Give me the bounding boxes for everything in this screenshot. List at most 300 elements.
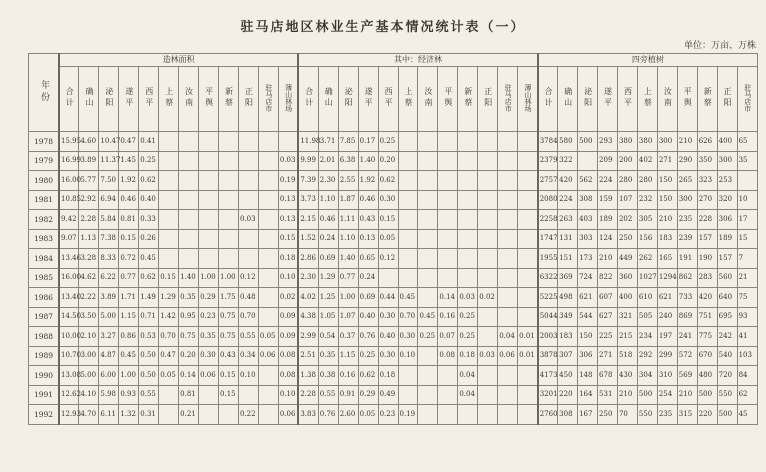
cell-g3-10: 62	[737, 385, 757, 405]
cell-g2-6	[418, 366, 438, 386]
cell-g2-5: 0.19	[398, 405, 418, 425]
cell-g2-11	[518, 151, 538, 171]
cell-g3-2: 500	[578, 132, 598, 152]
cell-g3-0: 3784	[538, 132, 558, 152]
col-header-g3-3: 遂平	[598, 67, 618, 132]
cell-g2-1: 1.10	[318, 190, 338, 210]
cell-g1-2: 11.37	[99, 151, 119, 171]
cell-g3-6: 271	[657, 151, 677, 171]
cell-g1-5	[159, 249, 179, 269]
cell-g1-3: 0.47	[119, 132, 139, 152]
cell-g1-4: 0.33	[139, 210, 159, 230]
cell-g1-1: 3.89	[79, 151, 99, 171]
cell-g3-3: 531	[598, 385, 618, 405]
cell-g1-2: 5.98	[99, 385, 119, 405]
cell-g3-8: 626	[697, 132, 717, 152]
table-row	[29, 268, 758, 288]
table-row	[29, 229, 758, 249]
cell-g1-10	[258, 307, 278, 327]
cell-g3-6: 165	[657, 249, 677, 269]
cell-g2-2: 0.91	[338, 385, 358, 405]
cell-g1-4: 0.62	[139, 268, 159, 288]
col-header-g2-6: 汝南	[418, 67, 438, 132]
cell-g3-1: 308	[558, 405, 578, 425]
cell-g2-7	[438, 268, 458, 288]
cell-g1-0: 13.46	[59, 249, 79, 269]
col-header-g2-3: 遂平	[358, 67, 378, 132]
cell-g1-1: 2.28	[79, 210, 99, 230]
cell-g1-1: 2.22	[79, 288, 99, 308]
col-header-g3-7: 平舆	[677, 67, 697, 132]
col-header-g1-5: 上蔡	[159, 67, 179, 132]
cell-g3-10: 65	[737, 132, 757, 152]
cell-g3-8: 157	[697, 229, 717, 249]
cell-g2-9	[478, 171, 498, 191]
cell-g3-10: 17	[737, 210, 757, 230]
cell-g2-7	[438, 249, 458, 269]
cell-g3-7: 210	[677, 132, 697, 152]
cell-g2-10	[498, 288, 518, 308]
cell-g2-6	[418, 385, 438, 405]
cell-g2-9: 0.03	[478, 346, 498, 366]
cell-g2-3: 0.17	[358, 132, 378, 152]
cell-g3-4: 400	[617, 288, 637, 308]
cell-g1-5	[159, 171, 179, 191]
cell-g2-11	[518, 190, 538, 210]
cell-g3-3: 159	[598, 190, 618, 210]
cell-g2-8	[458, 151, 478, 171]
cell-g2-8: 0.18	[458, 346, 478, 366]
cell-g2-4: 0.30	[378, 190, 398, 210]
cell-g1-9: 0.22	[238, 405, 258, 425]
cell-g2-3: 0.13	[358, 229, 378, 249]
cell-g2-5: 0.70	[398, 307, 418, 327]
group-afforestation-area: 造林面积	[59, 54, 298, 67]
cell-g1-0: 16.00	[59, 268, 79, 288]
cell-g1-3: 0.45	[119, 346, 139, 366]
cell-g1-10	[258, 385, 278, 405]
cell-g1-6	[179, 151, 199, 171]
cell-g1-1: 3.50	[79, 307, 99, 327]
cell-g2-5	[398, 132, 418, 152]
year-cell: 1983	[29, 229, 60, 249]
cell-g1-4: 0.62	[139, 171, 159, 191]
cell-g1-7	[199, 190, 219, 210]
cell-g1-10	[258, 288, 278, 308]
cell-g2-3: 0.76	[358, 327, 378, 347]
cell-g3-8: 500	[697, 385, 717, 405]
cell-g3-8: 270	[697, 190, 717, 210]
cell-g1-3: 0.93	[119, 385, 139, 405]
cell-g2-9	[478, 132, 498, 152]
cell-g1-11: 0.19	[278, 171, 298, 191]
cell-g3-1: 220	[558, 385, 578, 405]
col-header-g1-9: 正阳	[238, 67, 258, 132]
cell-g2-8	[458, 405, 478, 425]
cell-g1-10	[258, 366, 278, 386]
cell-g1-1: 1.13	[79, 229, 99, 249]
cell-g2-11	[518, 288, 538, 308]
cell-g3-7: 733	[677, 288, 697, 308]
cell-g2-4: 0.05	[378, 229, 398, 249]
cell-g3-8: 751	[697, 307, 717, 327]
cell-g2-11: 0.01	[518, 346, 538, 366]
cell-g3-4: 360	[617, 268, 637, 288]
cell-g1-5: 0.05	[159, 366, 179, 386]
cell-g3-5: 262	[637, 249, 657, 269]
cell-g2-4: 0.49	[378, 385, 398, 405]
cell-g2-8	[458, 132, 478, 152]
cell-g2-10	[498, 151, 518, 171]
cell-g3-3: 822	[598, 268, 618, 288]
cell-g2-9: 0.02	[478, 288, 498, 308]
cell-g3-4: 202	[617, 210, 637, 230]
cell-g2-4: 0.15	[378, 210, 398, 230]
cell-g2-1: 3.71	[318, 132, 338, 152]
cell-g2-5: 0.10	[398, 346, 418, 366]
cell-g3-2: 303	[578, 229, 598, 249]
cell-g1-6	[179, 132, 199, 152]
table-row	[29, 190, 758, 210]
cell-g1-4: 0.50	[139, 366, 159, 386]
cell-g1-8	[219, 190, 239, 210]
cell-g3-4: 321	[617, 307, 637, 327]
cell-g3-8: 420	[697, 288, 717, 308]
year-cell: 1987	[29, 307, 60, 327]
cell-g3-3: 189	[598, 210, 618, 230]
cell-g2-3: 0.62	[358, 366, 378, 386]
cell-g3-4: 250	[617, 229, 637, 249]
cell-g3-4: 70	[617, 405, 637, 425]
cell-g3-6: 235	[657, 405, 677, 425]
cell-g3-8: 350	[697, 151, 717, 171]
cell-g1-6	[179, 171, 199, 191]
cell-g2-9	[478, 229, 498, 249]
cell-g1-9	[238, 249, 258, 269]
cell-g1-11: 0.10	[278, 268, 298, 288]
cell-g2-2: 0.16	[338, 366, 358, 386]
cell-g3-1: 263	[558, 210, 578, 230]
cell-g1-11: 0.18	[278, 249, 298, 269]
cell-g1-1: 4.10	[79, 385, 99, 405]
cell-g2-7	[438, 171, 458, 191]
cell-g3-3: 678	[598, 366, 618, 386]
cell-g2-6	[418, 346, 438, 366]
cell-g2-9	[478, 307, 498, 327]
cell-g3-3: 271	[598, 346, 618, 366]
cell-g3-9: 560	[717, 268, 737, 288]
table-row	[29, 366, 758, 386]
cell-g1-0: 16.99	[59, 151, 79, 171]
cell-g2-10	[498, 385, 518, 405]
cell-g3-9: 550	[717, 385, 737, 405]
cell-g3-7: 235	[677, 210, 697, 230]
cell-g3-1: 322	[558, 151, 578, 171]
cell-g2-4: 0.30	[378, 346, 398, 366]
cell-g3-9: 500	[717, 405, 737, 425]
cell-g3-2: 167	[578, 405, 598, 425]
year-cell: 1984	[29, 249, 60, 269]
cell-g2-7	[438, 132, 458, 152]
cell-g3-7: 290	[677, 151, 697, 171]
cell-g2-5	[398, 229, 418, 249]
cell-g3-10: 21	[737, 268, 757, 288]
cell-g3-8: 228	[697, 210, 717, 230]
cell-g1-11: 0.15	[278, 229, 298, 249]
cell-g1-8: 1.75	[219, 288, 239, 308]
year-cell: 1981	[29, 190, 60, 210]
year-cell: 1991	[29, 385, 60, 405]
year-cell: 1982	[29, 210, 60, 230]
cell-g3-4: 280	[617, 171, 637, 191]
cell-g2-1: 0.46	[318, 210, 338, 230]
cell-g3-0: 4173	[538, 366, 558, 386]
cell-g3-10	[737, 171, 757, 191]
cell-g1-7	[199, 210, 219, 230]
cell-g1-0: 15.95	[59, 132, 79, 152]
cell-g3-2: 308	[578, 190, 598, 210]
cell-g1-2: 7.38	[99, 229, 119, 249]
col-header-g2-8: 新蔡	[458, 67, 478, 132]
cell-g1-11: 0.13	[278, 210, 298, 230]
cell-g1-2: 10.47	[99, 132, 119, 152]
cell-g2-2: 0.37	[338, 327, 358, 347]
cell-g3-7: 862	[677, 268, 697, 288]
year-cell: 1978	[29, 132, 60, 152]
cell-g3-5: 402	[637, 151, 657, 171]
cell-g2-3: 0.25	[358, 346, 378, 366]
cell-g3-2: 562	[578, 171, 598, 191]
cell-g3-1: 498	[558, 288, 578, 308]
cell-g2-6	[418, 268, 438, 288]
cell-g2-8: 0.25	[458, 327, 478, 347]
cell-g2-7	[438, 366, 458, 386]
cell-g3-6: 240	[657, 307, 677, 327]
cell-g1-10	[258, 229, 278, 249]
cell-g3-6: 300	[657, 132, 677, 152]
year-cell: 1979	[29, 151, 60, 171]
cell-g3-0: 5225	[538, 288, 558, 308]
cell-g1-7	[199, 171, 219, 191]
cell-g2-7: 0.08	[438, 346, 458, 366]
cell-g3-3: 209	[598, 151, 618, 171]
cell-g1-0: 16.00	[59, 171, 79, 191]
cell-g1-4: 0.31	[139, 405, 159, 425]
cell-g2-4: 0.23	[378, 405, 398, 425]
cell-g1-7	[199, 249, 219, 269]
cell-g3-10: 75	[737, 288, 757, 308]
cell-g1-6: 0.20	[179, 346, 199, 366]
cell-g2-6	[418, 132, 438, 152]
cell-g2-6	[418, 190, 438, 210]
cell-g2-4: 0.62	[378, 171, 398, 191]
cell-g2-5	[398, 190, 418, 210]
col-header-g1-6: 汝南	[179, 67, 199, 132]
cell-g1-6: 0.81	[179, 385, 199, 405]
cell-g2-1: 0.55	[318, 385, 338, 405]
cell-g2-2: 1.15	[338, 346, 358, 366]
cell-g3-5: 305	[637, 210, 657, 230]
year-cell: 1985	[29, 268, 60, 288]
table-row	[29, 288, 758, 308]
cell-g1-8: 0.75	[219, 307, 239, 327]
cell-g1-4: 0.26	[139, 229, 159, 249]
cell-g3-4: 107	[617, 190, 637, 210]
cell-g1-9	[238, 171, 258, 191]
cell-g3-8: 480	[697, 366, 717, 386]
cell-g2-0: 9.99	[298, 151, 318, 171]
cell-g1-0: 9.42	[59, 210, 79, 230]
cell-g2-5: 0.30	[398, 327, 418, 347]
cell-g3-1: 450	[558, 366, 578, 386]
cell-g3-0: 2003	[538, 327, 558, 347]
table-row	[29, 346, 758, 366]
cell-g3-3: 607	[598, 288, 618, 308]
cell-g1-6: 0.14	[179, 366, 199, 386]
cell-g3-6: 183	[657, 229, 677, 249]
cell-g2-9	[478, 327, 498, 347]
cell-g1-3: 1.00	[119, 366, 139, 386]
cell-g2-1: 0.69	[318, 249, 338, 269]
cell-g2-9	[478, 385, 498, 405]
cell-g2-9	[478, 190, 498, 210]
table-row	[29, 210, 758, 230]
cell-g1-11: 0.10	[278, 385, 298, 405]
col-header-g1-2: 泌阳	[99, 67, 119, 132]
cell-g3-0: 3878	[538, 346, 558, 366]
cell-g2-11	[518, 229, 538, 249]
cell-g1-2: 6.11	[99, 405, 119, 425]
cell-g3-0: 2757	[538, 171, 558, 191]
cell-g3-4: 380	[617, 132, 637, 152]
cell-g2-10	[498, 229, 518, 249]
cell-g2-8	[458, 268, 478, 288]
cell-g3-1: 369	[558, 268, 578, 288]
cell-g3-6: 621	[657, 288, 677, 308]
cell-g1-10	[258, 405, 278, 425]
cell-g3-3: 225	[598, 327, 618, 347]
cell-g1-6	[179, 249, 199, 269]
cell-g2-0: 11.98	[298, 132, 318, 152]
cell-g1-2: 5.84	[99, 210, 119, 230]
cell-g1-1: 5.77	[79, 171, 99, 191]
cell-g1-11: 0.03	[278, 151, 298, 171]
cell-g3-6: 310	[657, 366, 677, 386]
cell-g3-8: 190	[697, 249, 717, 269]
cell-g1-3: 0.15	[119, 229, 139, 249]
cell-g3-4: 215	[617, 327, 637, 347]
cell-g3-1: 580	[558, 132, 578, 152]
cell-g1-2: 4.87	[99, 346, 119, 366]
cell-g1-3: 0.72	[119, 249, 139, 269]
cell-g1-7	[199, 151, 219, 171]
cell-g3-9: 189	[717, 229, 737, 249]
year-cell: 1989	[29, 346, 60, 366]
cell-g2-11	[518, 249, 538, 269]
cell-g1-1: 3.00	[79, 346, 99, 366]
cell-g1-6	[179, 190, 199, 210]
cell-g3-10: 35	[737, 151, 757, 171]
cell-g1-4: 1.49	[139, 288, 159, 308]
cell-g3-7: 210	[677, 385, 697, 405]
cell-g2-6: 0.45	[418, 307, 438, 327]
table-row	[29, 132, 758, 152]
cell-g1-11: 0.09	[278, 327, 298, 347]
cell-g3-10: 45	[737, 405, 757, 425]
cell-g1-11: 0.08	[278, 366, 298, 386]
cell-g2-2: 0.77	[338, 268, 358, 288]
cell-g2-9	[478, 366, 498, 386]
cell-g2-3: 0.29	[358, 385, 378, 405]
cell-g3-9: 157	[717, 249, 737, 269]
cell-g1-6	[179, 210, 199, 230]
table-row	[29, 385, 758, 405]
cell-g1-1: 4.62	[79, 268, 99, 288]
col-header-g3-6: 汝南	[657, 67, 677, 132]
cell-g1-9	[238, 132, 258, 152]
cell-g3-1: 151	[558, 249, 578, 269]
cell-g1-7: 0.23	[199, 307, 219, 327]
cell-g3-0: 1955	[538, 249, 558, 269]
cell-g1-10	[258, 249, 278, 269]
cell-g2-0: 2.86	[298, 249, 318, 269]
cell-g3-7: 869	[677, 307, 697, 327]
cell-g1-4: 0.40	[139, 190, 159, 210]
col-header-g2-2: 泌阳	[338, 67, 358, 132]
cell-g1-8	[219, 210, 239, 230]
cell-g2-8: 0.04	[458, 385, 478, 405]
cell-g1-5	[159, 190, 179, 210]
cell-g2-7	[438, 190, 458, 210]
col-header-g3-5: 上蔡	[637, 67, 657, 132]
cell-g1-9: 0.55	[238, 327, 258, 347]
cell-g1-0: 13.08	[59, 366, 79, 386]
cell-g3-6: 150	[657, 171, 677, 191]
cell-g3-9: 720	[717, 366, 737, 386]
cell-g1-1: 4.70	[79, 405, 99, 425]
col-header-g2-4: 西平	[378, 67, 398, 132]
cell-g2-6: 0.25	[418, 327, 438, 347]
cell-g3-7: 572	[677, 346, 697, 366]
table-row	[29, 171, 758, 191]
cell-g2-8	[458, 229, 478, 249]
cell-g1-10	[258, 132, 278, 152]
col-header-g2-9: 正阳	[478, 67, 498, 132]
cell-g3-5: 610	[637, 288, 657, 308]
cell-g1-10: 0.05	[258, 327, 278, 347]
cell-g3-9: 253	[717, 171, 737, 191]
cell-g3-5: 1027	[637, 268, 657, 288]
cell-g1-4: 0.53	[139, 327, 159, 347]
cell-g2-7	[438, 229, 458, 249]
table-row	[29, 249, 758, 269]
cell-g3-7: 191	[677, 249, 697, 269]
unit-note: 单位：万亩、万株	[683, 41, 756, 51]
statistics-table	[28, 53, 758, 425]
cell-g3-5: 505	[637, 307, 657, 327]
cell-g3-0: 3201	[538, 385, 558, 405]
cell-g1-3: 1.71	[119, 288, 139, 308]
cell-g2-0: 3.73	[298, 190, 318, 210]
cell-g1-6: 0.95	[179, 307, 199, 327]
cell-g1-6	[179, 229, 199, 249]
cell-g1-3: 0.86	[119, 327, 139, 347]
cell-g3-2: 148	[578, 366, 598, 386]
cell-g1-1: 4.60	[79, 132, 99, 152]
cell-g3-2	[578, 151, 598, 171]
cell-g2-9	[478, 249, 498, 269]
cell-g3-9: 242	[717, 327, 737, 347]
